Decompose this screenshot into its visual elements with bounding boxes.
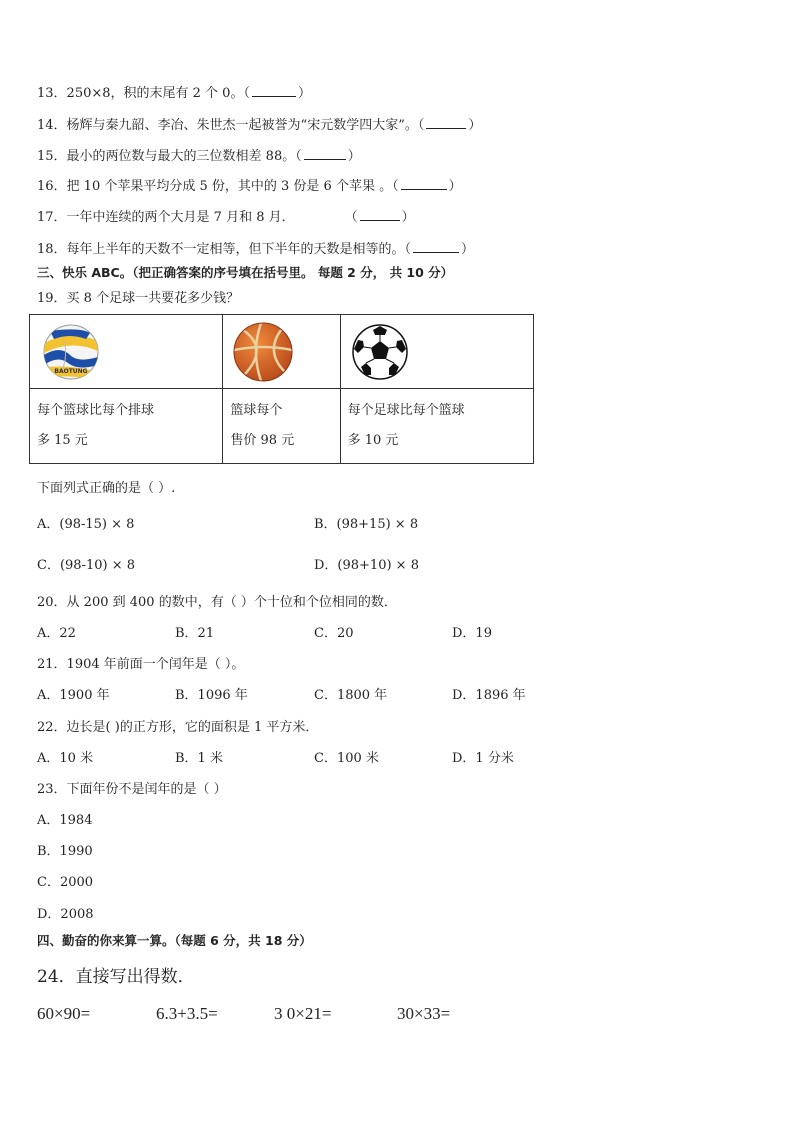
question-22-stem: 22．边长是( )的正方形，它的面积是 1 平方米． [37, 720, 319, 735]
q23-option-c[interactable]: C．2000 [37, 875, 94, 890]
question-21-stem: 21．1904 年前面一个闰年是（ ）。 [37, 657, 245, 672]
q22-option-b[interactable]: B．1 米 [175, 751, 223, 766]
paren-close: ） [468, 118, 482, 133]
section-3-heading: 三、快乐 ABC。（把正确答案的序号填在括号里。 每题 2 分， 共 10 分） [37, 265, 454, 280]
q21-option-c[interactable]: C．1800 年 [314, 688, 388, 703]
question-19-prompt: 下面列式正确的是（ ）. [37, 481, 176, 496]
football-icon [351, 323, 409, 381]
question-20-stem: 20．从 200 到 400 的数中，有（ ）个十位和个位相同的数． [37, 595, 397, 610]
calc-item-4: 30×33= [397, 1004, 451, 1023]
answer-blank[interactable] [360, 208, 400, 221]
question-14-text: 14．杨辉与秦九韶、李冶、朱世杰一起被誉为“宋元数学四大家”。（ [37, 118, 425, 133]
cell-text-line2: 多 15 元 [37, 433, 88, 448]
volleyball-icon [40, 321, 102, 383]
q21-option-b[interactable]: B．1096 年 [175, 688, 248, 703]
q23-option-d[interactable]: D．2008 [37, 907, 94, 922]
q19-option-a[interactable]: A．(98-15) × 8 [37, 517, 135, 532]
question-16-text: 16．把 10 个苹果平均分成 5 份，其中的 3 份是 6 个苹果 。（ [37, 179, 399, 194]
question-15-text: 15．最小的两位数与最大的三位数相差 88。（ [37, 149, 302, 164]
cell-text-line1: 每个足球比每个篮球 [347, 403, 465, 418]
q20-option-b[interactable]: B．21 [175, 626, 215, 641]
basketball-info [223, 389, 340, 464]
question-17 [37, 208, 415, 226]
cell-text-line1: 篮球每个 [230, 403, 283, 418]
paren-close: ） [401, 210, 415, 225]
q23-option-b[interactable]: B．1990 [37, 844, 93, 859]
cell-text-line2: 售价 98 元 [230, 433, 295, 448]
q20-option-a[interactable]: A．22 [37, 626, 76, 641]
q22-option-d[interactable]: D．1 分米 [452, 751, 514, 766]
paren-close: ） [297, 86, 311, 101]
answer-blank[interactable] [413, 240, 459, 253]
question-19-stem: 19．买 8 个足球一共要花多少钱？ [37, 291, 240, 306]
calc-item-1: 60×90= [37, 1004, 91, 1023]
answer-blank[interactable] [252, 84, 296, 97]
question-18-text: 18．每年上半年的天数不一定相等，但下半年的天数是相等的。（ [37, 242, 412, 257]
paren-close: ） [461, 242, 475, 257]
question-13-text: 13．250×8，积的末尾有 2 个 0。（ [37, 86, 250, 101]
football-info [340, 389, 533, 464]
q19-option-d[interactable]: D．(98+10) × 8 [314, 558, 419, 573]
paren-open: （ [344, 210, 358, 225]
q20-option-d[interactable]: D．19 [452, 626, 492, 641]
cell-text-line2: 多 10 元 [347, 433, 399, 448]
answer-blank[interactable] [401, 177, 447, 190]
cell-text-line1: 每个篮球比每个排球 [37, 403, 155, 418]
question-13 [37, 84, 311, 102]
q19-option-c[interactable]: C．(98-10) × 8 [37, 558, 135, 573]
section-4-heading: 四、勤奋的你来算一算。（每题 6 分，共 18 分） [37, 933, 312, 948]
question-17-text: 17．一年中连续的两个大月是 7 月和 8 月． [37, 210, 295, 225]
volleyball-info [30, 389, 223, 464]
answer-blank[interactable] [426, 116, 466, 129]
question-18 [37, 240, 474, 258]
question-15 [37, 147, 361, 165]
q19-option-b[interactable]: B．(98+15) × 8 [314, 517, 419, 532]
calc-item-3: 3 0×21= [274, 1004, 332, 1023]
q22-option-c[interactable]: C．100 米 [314, 751, 379, 766]
q22-option-a[interactable]: A．10 米 [37, 751, 94, 766]
calc-item-2: 6.3+3.5= [156, 1004, 218, 1023]
paren-close: ） [448, 179, 462, 194]
volleyball-brand: BAOTUNG [54, 367, 88, 375]
volleyball-cell [30, 315, 223, 389]
q21-option-d[interactable]: D．1896 年 [452, 688, 526, 703]
question-23-stem: 23．下面年份不是闰年的是（ ） [37, 782, 227, 797]
football-cell [340, 315, 533, 389]
question-14 [37, 116, 481, 134]
q20-option-c[interactable]: C．20 [314, 626, 354, 641]
answer-blank[interactable] [304, 147, 346, 160]
basketball-cell [223, 315, 340, 389]
ball-price-table [29, 314, 534, 464]
question-24-stem: 24．直接写出得数． [37, 967, 195, 987]
basketball-icon [231, 320, 295, 384]
q23-option-a[interactable]: A．1984 [37, 813, 93, 828]
q21-option-a[interactable]: A．1900 年 [37, 688, 110, 703]
paren-close: ） [347, 149, 361, 164]
question-16 [37, 177, 462, 195]
